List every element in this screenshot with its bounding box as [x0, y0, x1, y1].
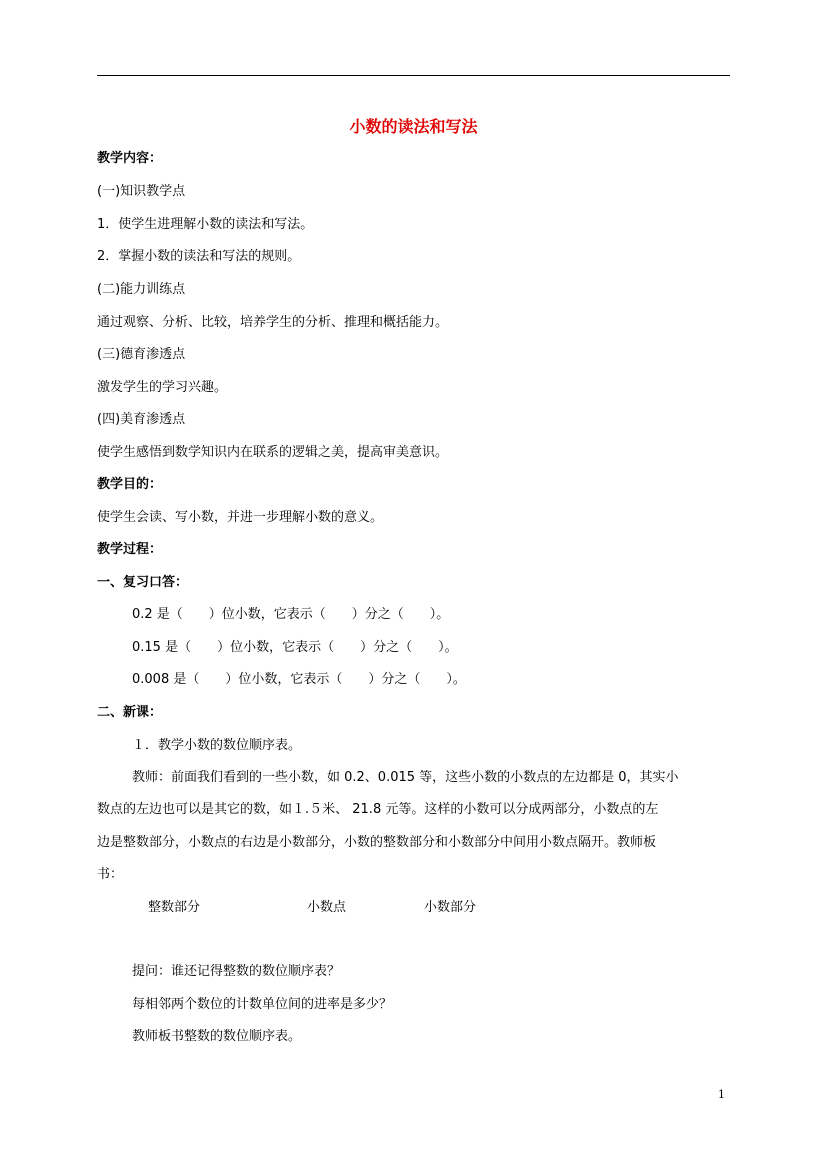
- text-line: 提问：谁还记得整数的数位顺序表？: [132, 964, 341, 979]
- text-line: 每相邻两个数位的计数单位间的进率是多少？: [132, 997, 393, 1012]
- text-line: 书：: [97, 867, 124, 882]
- text-line: 使学生会读、写小数，并进一步理解小数的意义。: [97, 510, 384, 525]
- text-line: 激发学生的学习兴趣。: [97, 380, 228, 395]
- text-line: 边是整数部分，小数点的右边是小数部分，小数的整数部分和小数部分中间用小数点隔开。教师板: [97, 835, 657, 850]
- text-line: 数点的左边也可以是其它的数，如１.５米、 21.8 元等。这样的小数可以分成两部分，小数点的左: [97, 802, 659, 817]
- board-decimal-part: 小数部分: [424, 900, 477, 915]
- text-line: 教师板书整数的数位顺序表。: [132, 1029, 302, 1044]
- text-line: １．教学小数的数位顺序表。: [132, 738, 302, 753]
- section-heading: 一、复习口答：: [97, 575, 189, 590]
- page-number: 1: [718, 1088, 725, 1101]
- text-line: 0.15 是（ ）位小数，它表示（ ）分之（ ）。: [132, 640, 458, 655]
- header-rule: [97, 75, 730, 76]
- board-decimal-point: 小数点: [307, 900, 347, 915]
- text-line: 1．使学生进理解小数的读法和写法。: [97, 217, 314, 232]
- text-line: (一)知识教学点: [97, 184, 186, 199]
- text-line: (二)能力训练点: [97, 282, 186, 297]
- board-integer-part: 整数部分: [148, 900, 201, 915]
- text-line: 0.008 是（ ）位小数，它表示（ ）分之（ ）。: [132, 672, 466, 687]
- text-line: 通过观察、分析、比较，培养学生的分析、推理和概括能力。: [97, 315, 449, 330]
- text-line: 使学生感悟到数学知识内在联系的逻辑之美，提高审美意识。: [97, 445, 449, 460]
- text-line: (三)德育渗透点: [97, 347, 186, 362]
- text-line: (四)美育渗透点: [97, 412, 186, 427]
- text-line: 教师：前面我们看到的一些小数，如 0.2、0.015 等，这些小数的小数点的左边都是 0，其实小: [132, 770, 679, 785]
- section-heading: 二、新课：: [97, 705, 163, 720]
- document-title: 小数的读法和写法: [349, 117, 478, 136]
- section-heading: 教学过程：: [97, 542, 163, 557]
- text-line: 0.2 是（ ）位小数，它表示（ ）分之（ ）。: [132, 607, 450, 622]
- text-line: 2．掌握小数的读法和写法的规则。: [97, 249, 301, 264]
- section-heading: 教学目的：: [97, 477, 163, 492]
- section-heading: 教学内容：: [97, 151, 163, 166]
